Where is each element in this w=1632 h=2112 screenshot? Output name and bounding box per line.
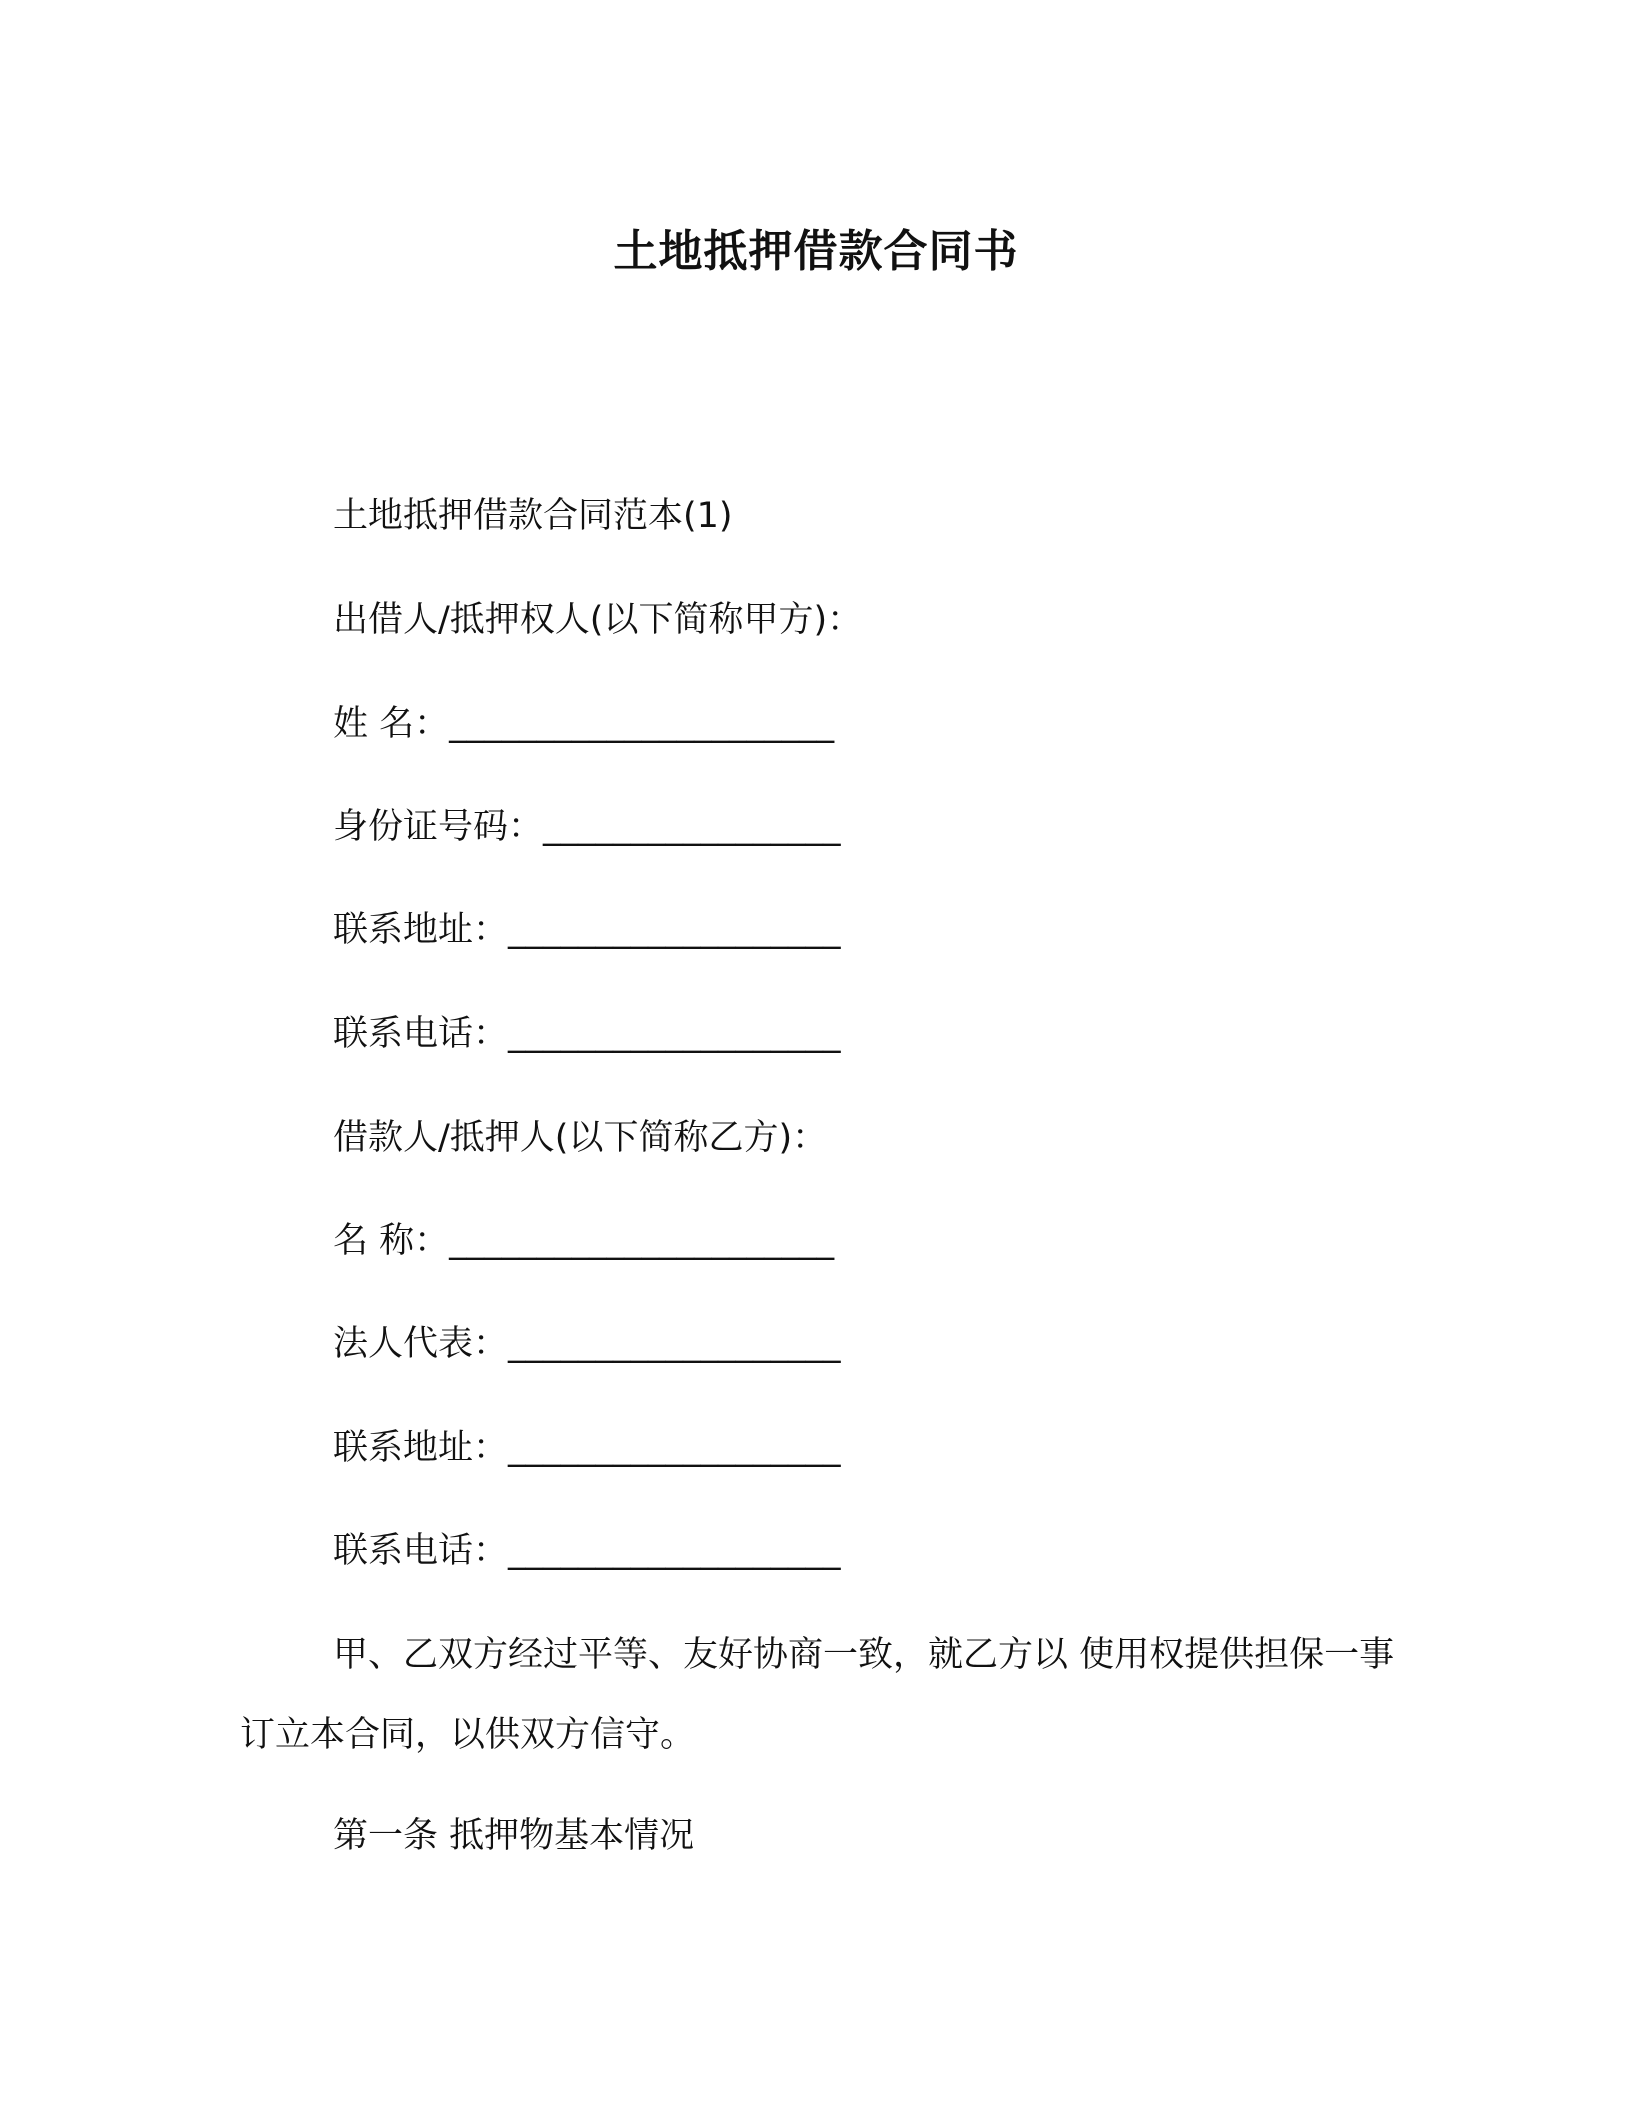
party-b-legal-rep-field (333, 1320, 841, 1368)
field-label: 法人代表： (333, 1324, 509, 1364)
fill-in-blank: ______________________ (449, 1221, 835, 1261)
party-a-phone-field (333, 1010, 841, 1058)
party-b-phone-field (333, 1527, 841, 1575)
intro-paragraph-text: 甲、乙双方经过平等、友好协商一致，就乙方以 使用权提供担保一事订立本合同，以供双方信守。 (240, 1635, 1395, 1755)
article-1-heading: 第一条 抵押物基本情况 (333, 1816, 695, 1856)
field-label: 联系电话： (333, 1014, 509, 1054)
field-label: 联系地址： (333, 1428, 509, 1468)
party-a-address-field (333, 906, 841, 954)
document-title: 土地抵押借款合同书 (613, 226, 1019, 277)
party-b-name-field (333, 1217, 834, 1265)
field-label: 姓 名： (333, 704, 450, 744)
field-label: 身份证号码： (333, 807, 544, 847)
party-a-id-field (333, 803, 841, 851)
party-b-heading: 借款人/抵押人(以下简称乙方)： (333, 1118, 828, 1158)
party-b-address-field (333, 1424, 841, 1472)
contract-subtitle: 土地抵押借款合同范本(1) (333, 496, 733, 536)
fill-in-blank: ___________________ (508, 1428, 841, 1468)
fill-in-blank: ______________________ (449, 704, 835, 744)
field-label: 名 称： (333, 1221, 450, 1261)
field-label: 联系电话： (333, 1531, 509, 1571)
fill-in-blank: ___________________ (508, 1324, 841, 1364)
field-label: 联系地址： (333, 910, 509, 950)
fill-in-blank: _________________ (543, 807, 841, 847)
party-a-name-field (333, 700, 834, 748)
fill-in-blank: ___________________ (508, 1014, 841, 1054)
intro-paragraph (240, 1615, 1400, 1775)
fill-in-blank: ___________________ (508, 1531, 841, 1571)
fill-in-blank: ___________________ (508, 910, 841, 950)
party-a-heading: 出借人/抵押权人(以下简称甲方)： (333, 600, 863, 640)
